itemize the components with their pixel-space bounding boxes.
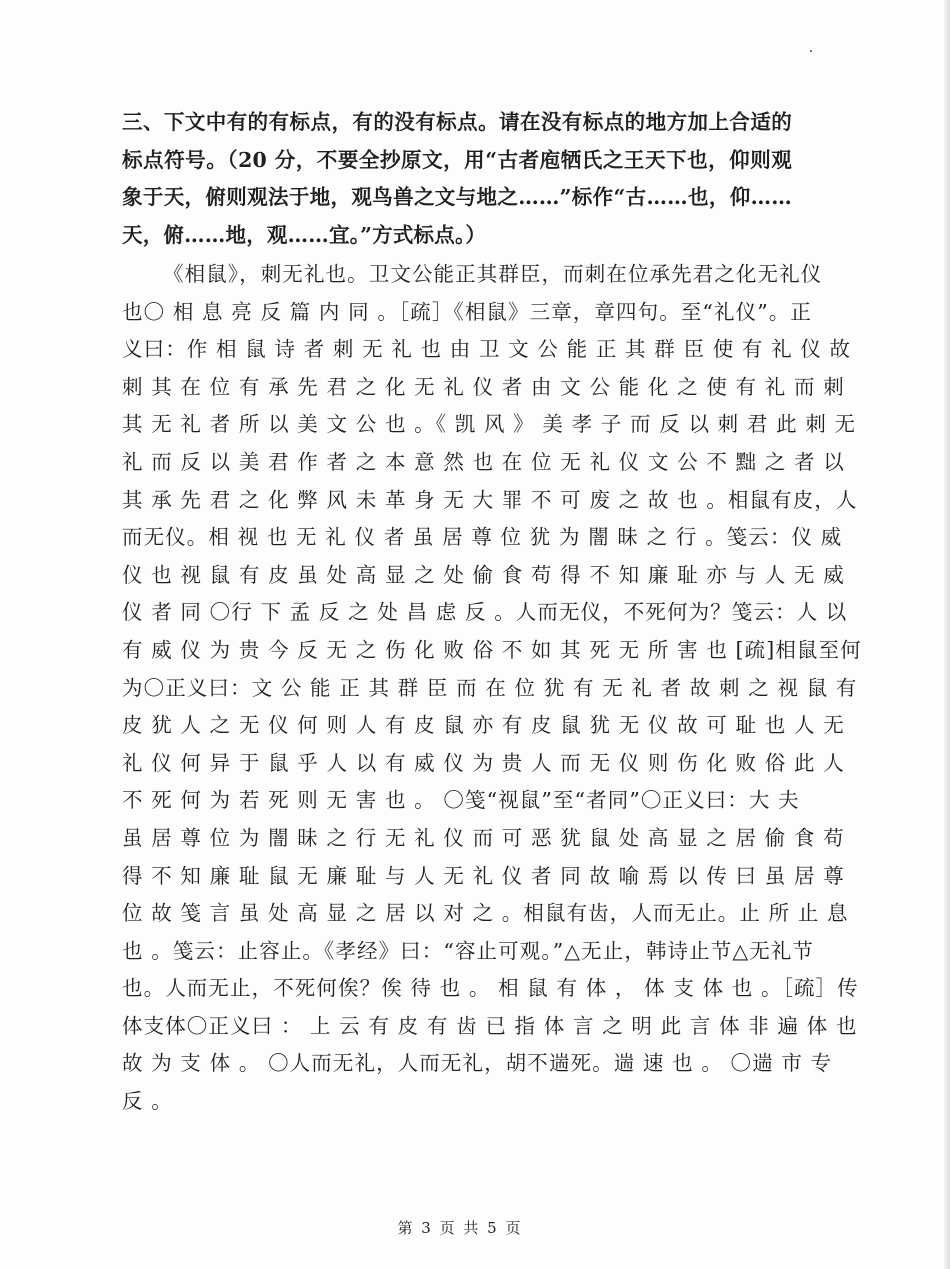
passage-line: 礼 而 反 以 美 君 作 者 之 本 意 然 也 在 位 无 礼 仪 文 公 不 黜 之 者 以 <box>122 449 845 474</box>
passage-line: 位 故 笺 言 虽 处 高 显 之 居 以 对 之 。相鼠有齿，人而无止。止 所 止 息 <box>122 901 849 926</box>
scan-page-edge <box>944 0 950 1269</box>
passage-line: 其 无 礼 者 所 以 美 文 公 也 。《 凯 风 》 美 孝 子 而 反 以 刺 君 此 刺 无 <box>122 412 857 437</box>
classical-passage <box>122 256 862 1121</box>
passage-line: 反 。 <box>122 1089 173 1114</box>
question-line: 标点符号。（20 分，不要全抄原文，用“古者庖牺氏之王天下也，仰则观 <box>122 147 792 172</box>
passage-line: 为〇正义曰：文 公 能 正 其 群 臣 而 在 位 犹 有 无 礼 者 故 刺 之 视 鼠 有 <box>122 675 858 700</box>
question-line: 象于天，俯则观法于地，观鸟兽之文与地之……”标作“古……也，仰…… <box>122 185 792 209</box>
passage-line: 仪 也 视 鼠 有 皮 虽 处 高 显 之 处 偷 食 苟 得 不 知 廉 耻 亦 与 人 无 威 <box>122 562 845 587</box>
passage-line: 得 不 知 廉 耻 鼠 无 廉 耻 与 人 无 礼 仪 者 同 故 喻 焉 以 传 曰 虽 居 尊 <box>122 863 845 888</box>
passage-line: 也〇 相 息 亮 反 篇 内 同 。［疏］《相鼠》三章，章四句。至“礼仪”。正 <box>122 299 812 324</box>
passage-line: 虽 居 尊 位 为 闇 昧 之 行 无 礼 仪 而 可 恶 犹 鼠 处 高 显 之 居 偷 食 苟 <box>122 825 845 850</box>
passage-line: 仪 者 同 〇行 下 孟 反 之 处 昌 虑 反 。人而无仪，不死何为？笺云：人 以 <box>122 600 848 625</box>
passage-line: 义曰：作 相 鼠 诗 者 刺 无 礼 也 由 卫 文 公 能 正 其 群 臣 使 有 礼 仪 故 <box>122 337 852 362</box>
passage-line: 其 承 先 君 之 化 弊 风 未 革 身 无 大 罪 不 可 废 之 故 也 。相鼠有皮，人 <box>122 487 858 512</box>
passage-line: 礼 仪 何 异 于 鼠 乎 人 以 有 威 仪 为 贵 人 而 无 仪 则 伤 化 败 俗 此 人 <box>122 750 845 775</box>
passage-line: 也 。笺云：止容止。《孝经》曰：“容止可观。”△无止，韩诗止节△无礼节 <box>122 938 815 963</box>
passage-line: 皮 犹 人 之 无 仪 何 则 人 有 皮 鼠 亦 有 皮 鼠 犹 无 仪 故 可 耻 也 人 无 <box>122 713 845 738</box>
scan-speck <box>810 50 812 52</box>
question-instructions <box>122 104 792 254</box>
page-number-footer: 第 3 页 共 5 页 <box>397 1219 523 1237</box>
passage-line: 《相鼠》，刺无礼也。卫文公能正其群臣，而刺在位承先君之化无礼仪 <box>163 262 823 286</box>
passage-line: 故 为 支 体 。 〇人而无礼，人而无礼，胡不遄死。遄 速 也 。 〇遄 市 专 <box>122 1051 833 1076</box>
passage-line: 有 威 仪 为 贵 今 反 无 之 伤 化 败 俗 不 如 其 死 无 所 害 也 [疏]相鼠至何 <box>122 637 862 662</box>
passage-line: 体支体〇正义曰 ： 上 云 有 皮 有 齿 已 指 体 言 之 明 此 言 体 非 遍 体 也 <box>122 1013 858 1038</box>
question-line: 天，俯……地，观……宜。”方式标点。） <box>122 222 487 247</box>
passage-line: 不 死 何 为 若 死 则 无 害 也 。 〇笺“视鼠”至“者同”〇正义曰：大 夫 <box>122 788 800 813</box>
question-line: 三、下文中有的有标点，有的没有标点。请在没有标点的地方加上合适的 <box>122 110 792 134</box>
passage-line: 也。人而无止，不死何俟？俟 待 也 。 相 鼠 有 体 ， 体 支 体 也 。［疏］传 <box>122 976 859 1001</box>
passage-line: 而无仪。相 视 也 无 礼 仪 者 虽 居 尊 位 犹 为 闇 昧 之 行 。笺云：仪 威 <box>122 525 843 550</box>
passage-line: 刺 其 在 位 有 承 先 君 之 化 无 礼 仪 者 由 文 公 能 化 之 使 有 礼 而 刺 <box>122 374 845 399</box>
